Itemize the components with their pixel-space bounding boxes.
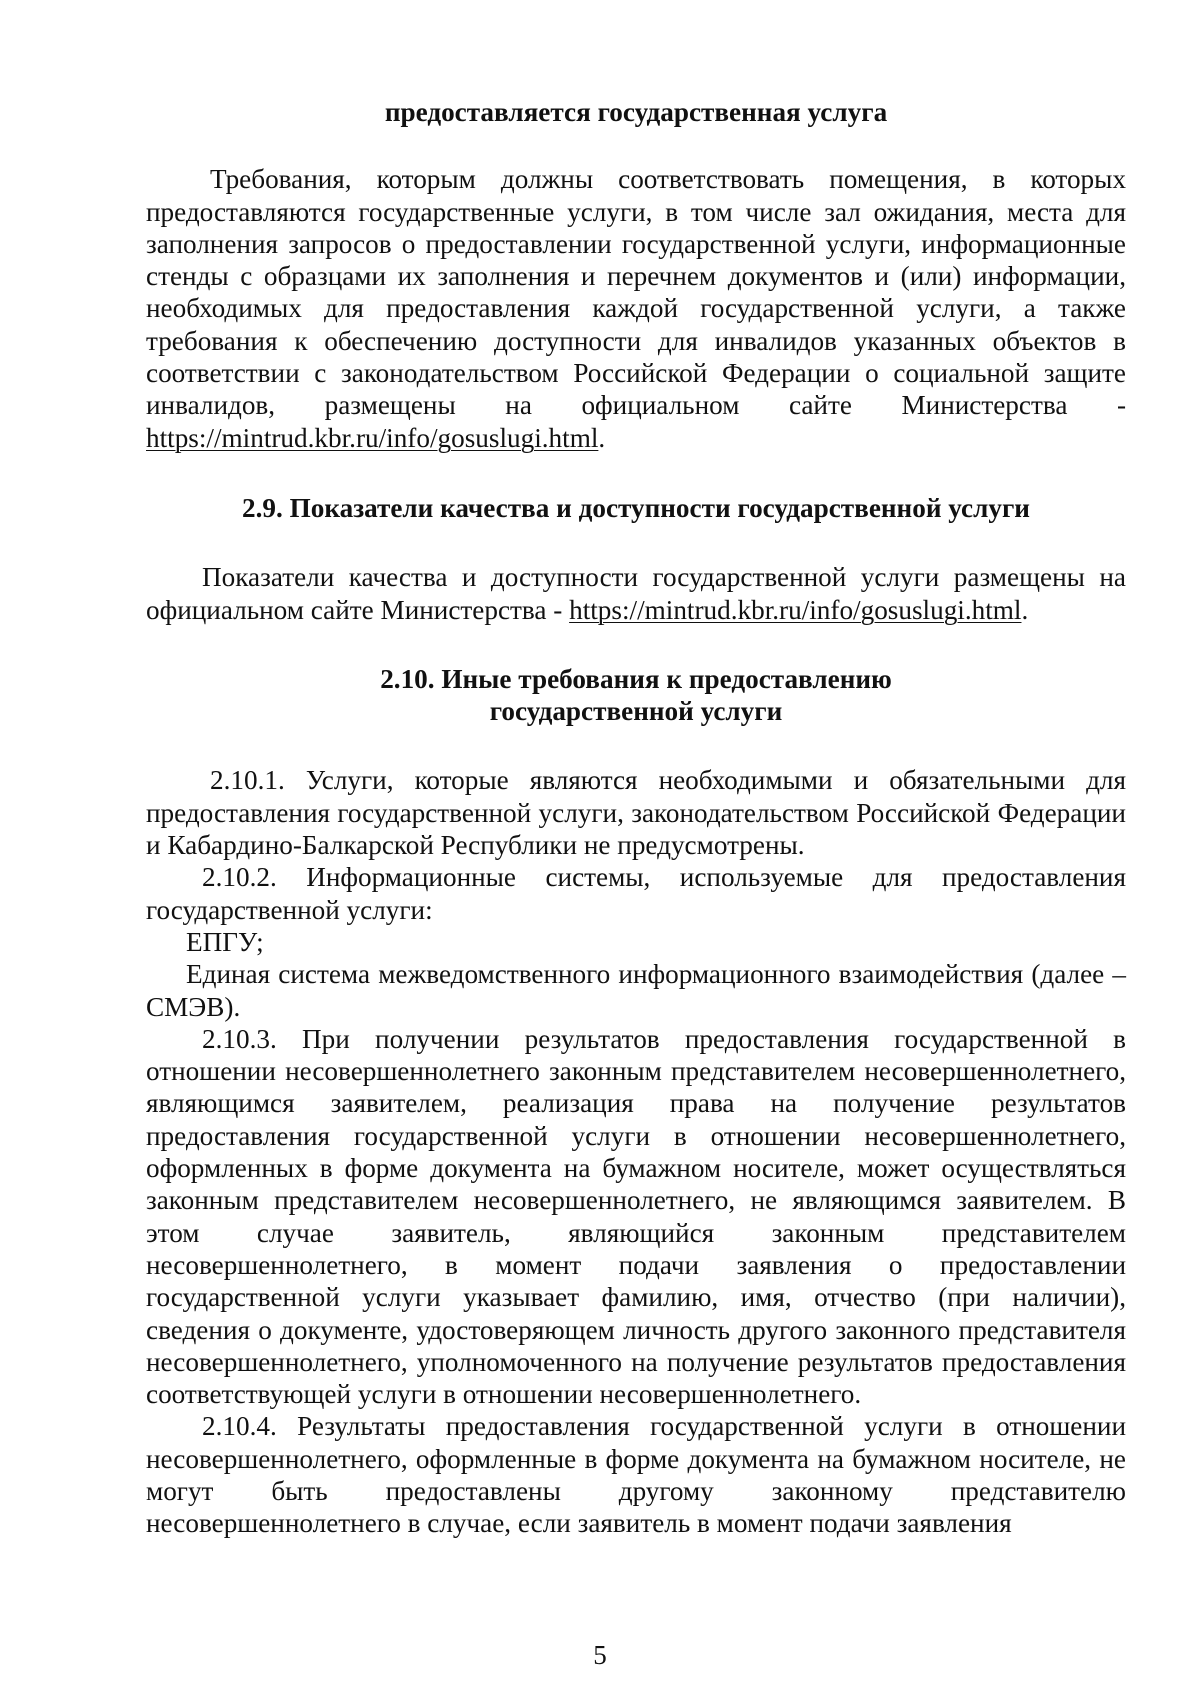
list-item-smev: Единая система межведомственного информационного взаимодействия (далее – СМЭВ). xyxy=(146,959,1126,1022)
ministry-site-link[interactable]: https://mintrud.kbr.ru/info/gosuslugi.html xyxy=(146,422,599,453)
quality-indicators-paragraph xyxy=(146,561,1126,626)
quality-indicators-text: Показатели качества и доступности государственной услуги размещены на официальном сайте Министерства - xyxy=(146,562,1126,625)
quality-indicators-end: . xyxy=(1021,594,1029,625)
page-number: 5 xyxy=(593,1640,607,1670)
quality-indicators-link[interactable]: https://mintrud.kbr.ru/info/gosuslugi.html xyxy=(569,594,1022,625)
paragraph-2-10-3: 2.10.3. При получении результатов предоставления государственной в отношении несовершеннолетнего законным представителем несовершеннолетнего, являющимся заявителем, реализация права на получение результатов предоставления государственной услуги в отношении несовершеннолетнего, оформленных в форме документа на бумажном носителе, может осуществляться законным представителем несовершеннолетнего, не являющимся заявителем. В этом случае заявитель, являющийся законным представителем несовершеннолетнего, в момент подачи заявления о предоставлении государственной услуги указывает фамилию, имя, отчество (при наличии), сведения о документе, удостоверяющем личность другого законного представителя несовершеннолетнего, уполномоченного на получение результатов предоставления соответствующей услуги в отношении несовершеннолетнего. xyxy=(146,1023,1126,1410)
premises-requirements-paragraph xyxy=(146,163,1126,454)
document-page xyxy=(146,96,1126,1540)
paragraph-2-10-1: 2.10.1. Услуги, которые являются необходимыми и обязательными для предоставления государственной услуги, законодательством Российской Федерации и Кабардино-Балкарской Республики не предусмотрены. xyxy=(146,765,1126,861)
section-2-10-heading-line1: 2.10. Иные требования к предоставлению xyxy=(380,663,892,694)
section-tail-heading: предоставляется государственная услуга xyxy=(384,97,888,127)
paragraph-2-10-2: 2.10.2. Информационные системы, используемые для предоставления государственной услуги: xyxy=(146,862,1126,925)
section-2-10-heading xyxy=(146,663,1126,728)
paragraph-2-10-4: 2.10.4. Результаты предоставления государственной услуги в отношении несовершеннолетнего, оформленные в форме документа на бумажном носителе, не могут быть предоставлены другому законному представителю несовершеннолетнего в случае, если заявитель в момент подачи заявления xyxy=(146,1411,1126,1539)
section-2-10-heading-line2: государственной услуги xyxy=(489,696,783,727)
section-2-9-heading: 2.9. Показатели качества и доступности государственной услуги xyxy=(242,492,1030,523)
premises-requirements-end: . xyxy=(598,422,606,453)
list-item-epgu: ЕПГУ; xyxy=(186,926,264,957)
premises-requirements-text: Требования, которым должны соответствовать помещения, в которых предоставляются государственные услуги, в том числе зал ожидания, места для заполнения запросов о предоставлении государственной услуги, информационные стенды с образцами их заполнения и перечнем документов и (или) информации, необходимых для предоставления каждой государственной услуги, а также требования к обеспечению доступности для инвалидов указанных объектов в соответствии с законодательством Российской Федерации о социальной защите инвалидов, размещены на официальном сайте Министерства - xyxy=(146,164,1126,421)
